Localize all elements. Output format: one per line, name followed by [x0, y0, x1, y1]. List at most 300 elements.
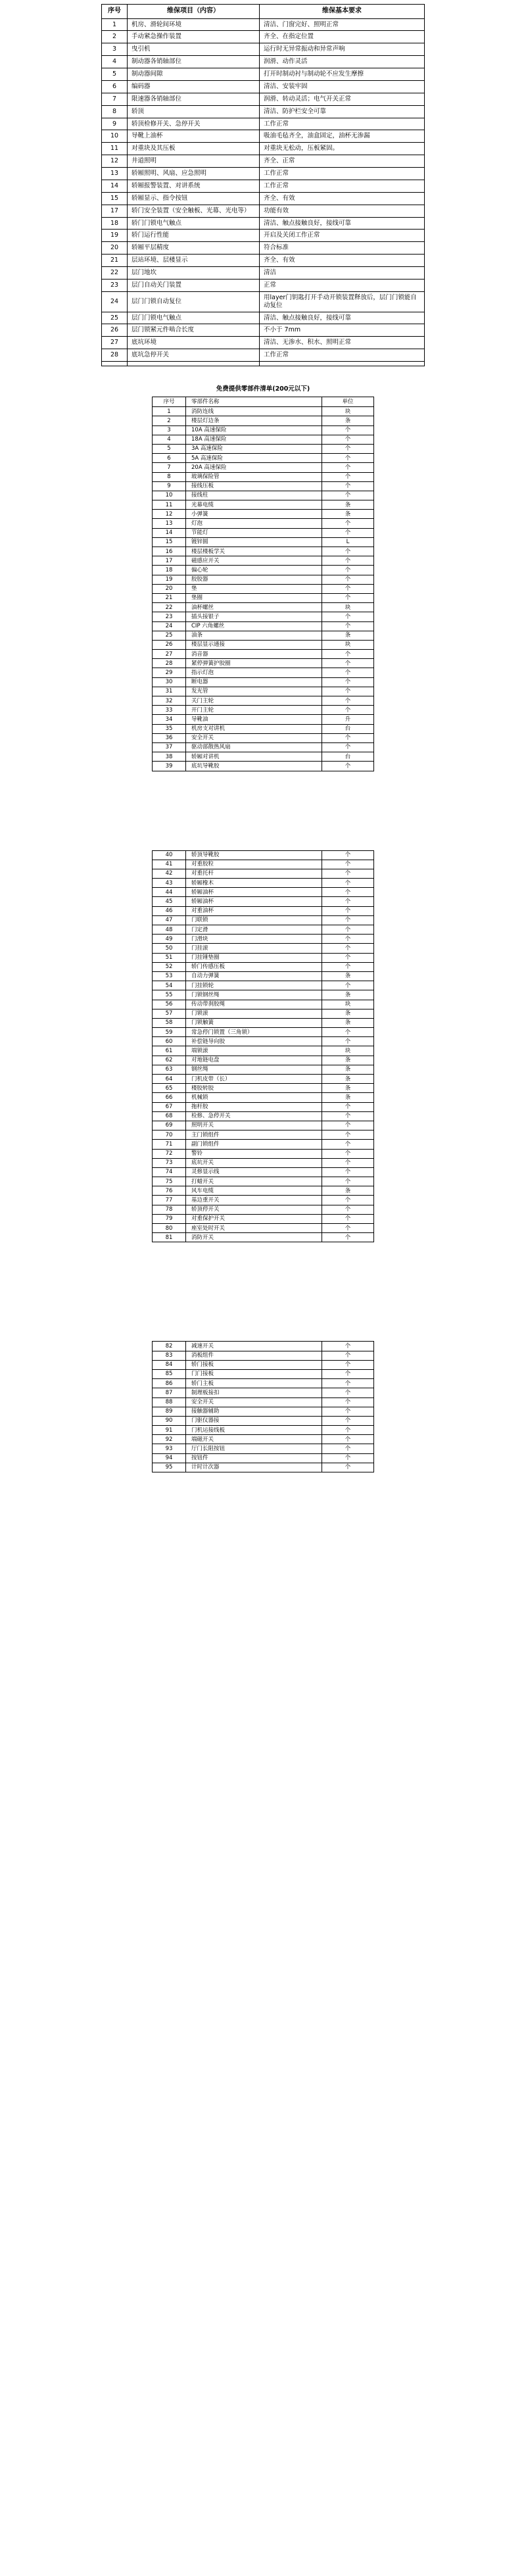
cell-unit: 个 [322, 935, 374, 944]
table-row [153, 1233, 374, 1242]
cell-unit: 条 [322, 1065, 374, 1074]
cell-unit: 条 [322, 990, 374, 1000]
cell-unit: 个 [322, 1463, 374, 1472]
cell-index: 51 [153, 953, 186, 962]
cell-unit: 个 [322, 925, 374, 935]
cell-requirement: 齐全、有效 [260, 192, 425, 205]
table-row [102, 312, 425, 324]
table-row [153, 879, 374, 888]
cell-part-name: 门锁钢丝绳 [186, 990, 322, 1000]
cell-part-name: 常急停门锁置（三角锁） [186, 1028, 322, 1037]
cell-index: 26 [153, 640, 186, 649]
cell-item: 底坑环境 [128, 337, 260, 349]
cell-item: 层门自动关门装置 [128, 279, 260, 291]
table-row [153, 706, 374, 715]
cell-unit: 个 [322, 696, 374, 706]
table-row [102, 56, 425, 68]
cell-unit: 个 [322, 687, 374, 696]
cell-item: 导靴上油杯 [128, 130, 260, 143]
table-row [102, 337, 425, 349]
table-row [102, 93, 425, 105]
cell-part-name: 接触器辅助 [186, 1407, 322, 1416]
table-row [102, 255, 425, 267]
cell-index: 25 [102, 312, 128, 324]
table-row [153, 962, 374, 971]
cell-unit: 个 [322, 879, 374, 888]
table-row [153, 1177, 374, 1186]
cell-part-name: 指示灯泡 [186, 668, 322, 677]
table-row [102, 105, 425, 118]
cell-unit: 个 [322, 1130, 374, 1140]
table-row [102, 18, 425, 31]
cell-requirement: 打开时制动衬与制动轮不应发生摩擦 [260, 68, 425, 81]
cell-unit: 块 [322, 640, 374, 649]
table-row [153, 1009, 374, 1018]
cell-index: 59 [153, 1028, 186, 1037]
cell-requirement: 清洁、防护栏安全可靠 [260, 105, 425, 118]
table-row [153, 1342, 374, 1351]
cell-index: 60 [153, 1037, 186, 1046]
table-row [102, 68, 425, 81]
cell-part-name: 轿厢油杯 [186, 888, 322, 897]
cell-part-name: 主门锁组件 [186, 1130, 322, 1140]
table-row [153, 491, 374, 500]
cell-part-name: 磁感应开关 [186, 556, 322, 566]
cell-part-name: 开门主轮 [186, 706, 322, 715]
table-row [153, 1463, 374, 1472]
cell-index: 85 [153, 1369, 186, 1378]
cell-index: 76 [153, 1186, 186, 1196]
cell-unit: 个 [322, 1453, 374, 1463]
table-row [153, 971, 374, 981]
cell-part-name: 拖杆胶 [186, 1102, 322, 1111]
cell-unit: 个 [322, 528, 374, 537]
cell-part-name: 18A 高速保险 [186, 435, 322, 444]
table-row [102, 192, 425, 205]
cell-part-name: 轿门传感压板 [186, 962, 322, 971]
cell-item: 机房、滑轮间环境 [128, 18, 260, 31]
cell-item [128, 362, 260, 366]
table-row [153, 1102, 374, 1111]
cell-unit: 个 [322, 584, 374, 593]
parts-table-part2-body [153, 850, 374, 1242]
table-row [153, 724, 374, 733]
table-row [153, 1426, 374, 1435]
cell-unit: 个 [322, 706, 374, 715]
cell-index: 16 [153, 547, 186, 556]
cell-unit: 个 [322, 1102, 374, 1111]
cell-unit: 个 [322, 621, 374, 631]
cell-part-name: 轿门接板 [186, 1360, 322, 1369]
cell-index: 86 [153, 1379, 186, 1388]
cell-unit: 个 [322, 888, 374, 897]
cell-index: 88 [153, 1397, 186, 1407]
cell-index: 38 [153, 752, 186, 762]
cell-index: 10 [102, 130, 128, 143]
table-row [153, 556, 374, 566]
cell-part-name: 油杯螺丝 [186, 603, 322, 612]
table-row [153, 1028, 374, 1037]
cell-requirement: 吸油毛毡齐全，油盒固定，油杯无渗漏 [260, 130, 425, 143]
cell-part-name: 警铃 [186, 1149, 322, 1158]
cell-index: 18 [102, 217, 128, 230]
cell-index: 14 [153, 528, 186, 537]
cell-index: 28 [153, 659, 186, 668]
table-row [153, 631, 374, 640]
cell-index: 25 [153, 631, 186, 640]
table-row [153, 696, 374, 706]
cell-part-name: 节能灯 [186, 528, 322, 537]
cell-requirement: 不小于 7mm [260, 324, 425, 337]
cell-index: 50 [153, 944, 186, 953]
cell-index: 22 [153, 603, 186, 612]
cell-index: 74 [153, 1167, 186, 1177]
table-row [102, 242, 425, 255]
cell-index: 48 [153, 925, 186, 935]
cell-part-name: 楼层显示通接 [186, 640, 322, 649]
table-row [153, 1158, 374, 1167]
table-row [153, 1360, 374, 1369]
cell-index: 15 [102, 192, 128, 205]
page-bottom-gap [0, 1472, 526, 1499]
cell-index: 57 [153, 1009, 186, 1018]
cell-item: 轿门安全装置（安全触板、光幕、光电等） [128, 205, 260, 217]
cell-item: 层门地坎 [128, 267, 260, 279]
table-row [153, 1397, 374, 1407]
column-header-index: 序号 [102, 5, 128, 19]
cell-unit: 个 [322, 454, 374, 463]
cell-part-name: 光幕电缆 [186, 500, 322, 510]
table-row [153, 1000, 374, 1009]
cell-index: 73 [153, 1158, 186, 1167]
cell-index: 46 [153, 906, 186, 915]
table-row [153, 1388, 374, 1397]
table-row [102, 217, 425, 230]
cell-unit: 条 [322, 510, 374, 519]
cell-index: 69 [153, 1121, 186, 1130]
cell-part-name: 消音器 [186, 650, 322, 659]
cell-index: 92 [153, 1435, 186, 1444]
cell-unit: 个 [322, 906, 374, 915]
cell-unit: 个 [322, 1028, 374, 1037]
table-row [153, 897, 374, 906]
table-row [153, 1205, 374, 1214]
cell-unit: 升 [322, 715, 374, 724]
table-row [102, 43, 425, 56]
cell-part-name: 偏心轮 [186, 566, 322, 575]
cell-unit: 台 [322, 724, 374, 733]
cell-part-name: 小弹簧 [186, 510, 322, 519]
cell-index: 49 [153, 935, 186, 944]
cell-unit: 个 [322, 472, 374, 481]
cell-unit: 个 [322, 860, 374, 869]
cell-unit: 个 [322, 1351, 374, 1360]
table-row [153, 1369, 374, 1378]
cell-index: 2 [102, 31, 128, 43]
cell-requirement: 运行时无异常振动和异常声响 [260, 43, 425, 56]
table-row [153, 500, 374, 510]
cell-unit: 个 [322, 1233, 374, 1242]
table-row [153, 888, 374, 897]
parts-table-part1 [152, 397, 374, 771]
cell-part-name: 安全开关 [186, 1397, 322, 1407]
cell-part-name: 轿门主板 [186, 1379, 322, 1388]
cell-index: 71 [153, 1140, 186, 1149]
cell-item: 制动器各销轴部位 [128, 56, 260, 68]
cell-part-name: 计时计次器 [186, 1463, 322, 1472]
table-row [153, 1196, 374, 1205]
cell-index: 64 [153, 1075, 186, 1084]
table-row [102, 180, 425, 192]
table-row [153, 668, 374, 677]
cell-requirement: 清洁、触点接触良好，接线可靠 [260, 217, 425, 230]
cell-unit: 条 [322, 1093, 374, 1102]
cell-part-name: 断电器 [186, 677, 322, 687]
cell-requirement: 工作正常 [260, 168, 425, 180]
cell-index: 6 [153, 454, 186, 463]
cell-unit: 个 [322, 1037, 374, 1046]
cell-index: 24 [102, 291, 128, 312]
table-row [153, 742, 374, 752]
cell-part-name: 轿厢油杯 [186, 897, 322, 906]
cell-unit: 个 [322, 1149, 374, 1158]
cell-part-name: 端磁开关 [186, 1435, 322, 1444]
cell-item: 层站环境、层楼显示 [128, 255, 260, 267]
cell-part-name: 底坑开关 [186, 1158, 322, 1167]
table-row [153, 752, 374, 762]
column-header-unit: 单位 [322, 397, 374, 407]
cell-requirement: 符合标准 [260, 242, 425, 255]
cell-index: 45 [153, 897, 186, 906]
cell-index: 12 [153, 510, 186, 519]
table-row [153, 547, 374, 556]
cell-unit: 条 [322, 500, 374, 510]
table-row [153, 481, 374, 491]
cell-index: 14 [102, 180, 128, 192]
cell-part-name: 对重胶粒 [186, 860, 322, 869]
cell-unit: 块 [322, 603, 374, 612]
cell-part-name: 门驱仪器接 [186, 1416, 322, 1425]
cell-index: 13 [102, 168, 128, 180]
cell-part-name: 门滑块 [186, 935, 322, 944]
parts-list-title: 免费提供零部件清单(200元以下) [216, 385, 310, 393]
cell-index: 12 [102, 155, 128, 168]
cell-index: 61 [153, 1046, 186, 1056]
cell-part-name: 机房支对讲机 [186, 724, 322, 733]
cell-unit: 个 [322, 733, 374, 742]
cell-unit: 个 [322, 463, 374, 472]
table-row [153, 1046, 374, 1056]
cell-index: 10 [153, 491, 186, 500]
table-row [153, 603, 374, 612]
table-row [153, 981, 374, 990]
cell-part-name: 3A 高速保险 [186, 444, 322, 453]
table-row [153, 1121, 374, 1130]
cell-index: 26 [102, 324, 128, 337]
cell-requirement: 清洁、安装牢固 [260, 80, 425, 93]
cell-part-name: 楼胶转胶 [186, 1084, 322, 1093]
cell-index: 40 [153, 850, 186, 860]
cell-unit: 条 [322, 1186, 374, 1196]
cell-index: 84 [153, 1360, 186, 1369]
cell-index: 93 [153, 1444, 186, 1453]
table-row [153, 1149, 374, 1158]
cell-unit: 个 [322, 742, 374, 752]
table-row [153, 519, 374, 528]
cell-part-name: 消防连线 [186, 407, 322, 416]
table-row [102, 155, 425, 168]
cell-item: 制动器间隙 [128, 68, 260, 81]
table-row [153, 850, 374, 860]
cell-index [102, 362, 128, 366]
cell-requirement: 对重块无松动，压板紧固。 [260, 143, 425, 155]
table-row [153, 944, 374, 953]
cell-unit: 个 [322, 897, 374, 906]
cell-part-name: 门机皮带（长） [186, 1075, 322, 1084]
cell-part-name: 轿厢对讲机 [186, 752, 322, 762]
table-row [153, 715, 374, 724]
cell-requirement: 功能有效 [260, 205, 425, 217]
cell-unit: 个 [322, 953, 374, 962]
cell-index: 63 [153, 1065, 186, 1074]
maintenance-table-body [102, 18, 425, 366]
table-row [102, 349, 425, 362]
table-row [102, 80, 425, 93]
cell-index: 32 [153, 696, 186, 706]
cell-item: 轿门运行性能 [128, 230, 260, 242]
column-header-requirement: 维保基本要求 [260, 5, 425, 19]
cell-index: 47 [153, 915, 186, 925]
cell-item: 限速器各销轴部位 [128, 93, 260, 105]
cell-index: 58 [153, 1018, 186, 1027]
table-row [153, 1111, 374, 1121]
cell-part-name: CIP 六角螺丝 [186, 621, 322, 631]
cell-part-name: 厅门长阻按钮 [186, 1444, 322, 1453]
cell-unit: 个 [322, 1121, 374, 1130]
cell-index: 18 [153, 566, 186, 575]
cell-unit: 个 [322, 1342, 374, 1351]
table-row [102, 130, 425, 143]
parts-table-part3 [152, 1341, 374, 1472]
cell-index: 17 [102, 205, 128, 217]
cell-unit: 个 [322, 1140, 374, 1149]
cell-unit: 个 [322, 850, 374, 860]
cell-index: 21 [153, 593, 186, 602]
cell-item: 底坑急停开关 [128, 349, 260, 362]
cell-index: 66 [153, 1093, 186, 1102]
cell-index: 62 [153, 1056, 186, 1065]
table-row [102, 291, 425, 312]
cell-index: 37 [153, 742, 186, 752]
cell-part-name: 门锁滚 [186, 1009, 322, 1018]
table-row [153, 472, 374, 481]
cell-unit: 个 [322, 1111, 374, 1121]
table-row [153, 1214, 374, 1223]
cell-unit: 个 [322, 677, 374, 687]
cell-unit: 个 [322, 519, 374, 528]
cell-requirement: 开启及关闭工作正常 [260, 230, 425, 242]
table-row [153, 1130, 374, 1140]
cell-item: 轿顶 [128, 105, 260, 118]
cell-index: 78 [153, 1205, 186, 1214]
cell-index: 53 [153, 971, 186, 981]
cell-index: 30 [153, 677, 186, 687]
cell-part-name: 机械锁 [186, 1093, 322, 1102]
cell-index: 77 [153, 1196, 186, 1205]
parts-table-part1-body [153, 407, 374, 771]
cell-part-name: 垫圈 [186, 593, 322, 602]
table-header-row [153, 397, 374, 407]
cell-part-name: 楼层楼板学关 [186, 547, 322, 556]
cell-part-name: 端锁滚 [186, 1046, 322, 1056]
table-row [153, 1435, 374, 1444]
cell-unit: 个 [322, 1196, 374, 1205]
cell-requirement: 齐全、正常 [260, 155, 425, 168]
cell-unit: 块 [322, 1046, 374, 1056]
cell-unit: 个 [322, 1379, 374, 1388]
table-row [153, 537, 374, 547]
cell-unit: 个 [322, 547, 374, 556]
cell-index: 56 [153, 1000, 186, 1009]
cell-index: 72 [153, 1149, 186, 1158]
cell-index: 1 [102, 18, 128, 31]
table-row [153, 1444, 374, 1453]
cell-unit: 个 [322, 1177, 374, 1186]
cell-index: 27 [102, 337, 128, 349]
cell-index: 9 [102, 118, 128, 130]
table-row [153, 925, 374, 935]
cell-part-name: 制理板接扣 [186, 1388, 322, 1397]
cell-index: 65 [153, 1084, 186, 1093]
cell-index: 83 [153, 1351, 186, 1360]
cell-index: 94 [153, 1453, 186, 1463]
cell-part-name: 门挂锤垫圈 [186, 953, 322, 962]
table-row [153, 1351, 374, 1360]
cell-index: 80 [153, 1224, 186, 1233]
cell-part-name: 对重油杯 [186, 906, 322, 915]
cell-requirement [260, 362, 425, 366]
cell-part-name: 镀锌圆 [186, 537, 322, 547]
cell-unit: 个 [322, 1416, 374, 1425]
cell-index: 29 [153, 668, 186, 677]
cell-unit: 块 [322, 1000, 374, 1009]
cell-part-name: 油条 [186, 631, 322, 640]
cell-index: 19 [153, 575, 186, 584]
cell-requirement: 齐全、在指定位置 [260, 31, 425, 43]
table-row [153, 612, 374, 621]
cell-part-name: 灯泡 [186, 519, 322, 528]
cell-index: 4 [153, 435, 186, 444]
table-row [102, 118, 425, 130]
table-row [153, 1224, 374, 1233]
cell-index: 52 [153, 962, 186, 971]
cell-index: 28 [102, 349, 128, 362]
cell-index: 81 [153, 1233, 186, 1242]
cell-index: 70 [153, 1130, 186, 1140]
table-row [153, 1065, 374, 1074]
cell-unit: 条 [322, 1075, 374, 1084]
cell-unit: 条 [322, 416, 374, 425]
cell-requirement: 齐全、有效 [260, 255, 425, 267]
cell-part-name: 照明开关 [186, 1121, 322, 1130]
maintenance-table [101, 4, 425, 366]
table-row [102, 205, 425, 217]
cell-index: 7 [153, 463, 186, 472]
cell-unit: 个 [322, 668, 374, 677]
cell-part-name: 轿顶停开关 [186, 1205, 322, 1214]
cell-unit: 个 [322, 1444, 374, 1453]
cell-part-name: 导靴油 [186, 715, 322, 724]
